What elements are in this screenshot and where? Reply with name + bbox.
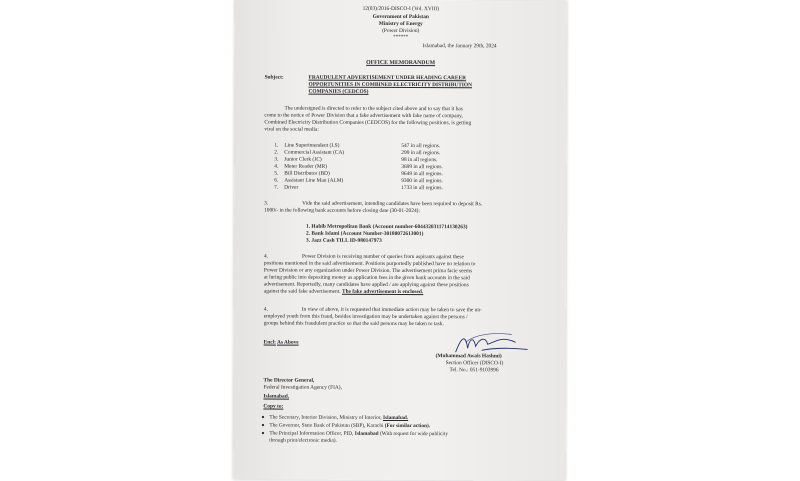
position-row: 2. Commercial Assistant (CA) 299 in all regions. — [274, 149, 441, 157]
para4-number: 4. — [263, 253, 268, 260]
bank-account-3: 3. Jazz Cash TILL ID-980147973 — [305, 237, 382, 244]
stars-line: ****** — [393, 34, 409, 41]
memo-date: Islamabad, the January 29th, 2024 — [422, 43, 497, 50]
copy-to-label: Copy to: — [263, 403, 284, 410]
subject-label: Subject: — [264, 74, 284, 81]
para3-line-1: Vide the said advertisement, intending candidates have been required to deposit Rs. — [302, 200, 483, 208]
memo-document — [233, 0, 567, 481]
para5-number: 4. — [263, 306, 268, 313]
para3-line-2: 1000/- in the following bank accounts before closing date (30-01-2024): — [264, 207, 420, 215]
ministry-line: Ministry of Energy — [378, 20, 423, 28]
addressee-line-1: The Director General, — [263, 377, 315, 384]
bank-account-1: 1. Habib Metropolitan Bank (Account number-6044320311714130263) — [306, 223, 468, 231]
para5-line-1: In view of above, it is requested that immediate action may be taken to save the un- — [301, 306, 482, 314]
signatory-designation: Section Officer (DISCO-I) — [445, 360, 504, 367]
para1-line-1: The undersigned is directed to refer to the subject cited above and to say that it has — [284, 105, 463, 113]
position-row: 3. Junior Clerk (JC) 98 in all regions. — [274, 156, 438, 164]
addressee-line-2: Federal Investigation Agency (FIA), — [263, 384, 342, 391]
copy-item: ● The Governor, State Bank of Pakistan (SBP), Karachi (For similar action). — [261, 422, 431, 430]
enclosure-label: Encl: As Above — [263, 339, 299, 346]
para1-line-3: Combined Electricity Distribution Companies (CEDCOS) for the following positions, is getting — [264, 119, 472, 127]
position-row: 4. Meter Reader (MR) 3699 in all regions. — [274, 163, 443, 171]
subject-line-3: COMPANIES (CEDCOS) — [308, 88, 369, 95]
para5-line-3: groups behind this fraudulent practice so that the said persons may be taken to task. — [263, 320, 444, 328]
copy-item: ● The Secretary, Interior Division, Ministry of Interior, Islamabad. — [261, 414, 409, 422]
addressee-line-3: Islamabad. — [263, 393, 290, 400]
para1-line-2: come to the notice of Power Division that a fake advertisement with fake name of company, — [264, 112, 463, 120]
para4-line-4: at luring public into depositing money as application fees in the given bank accounts in the said — [263, 274, 470, 282]
subject-line-1: FRAUDULENT ADVERTISEMENT UNDER HEADING CAREER — [308, 74, 467, 82]
para4-line-1: Power Division is receiving number of queries from aspirants against these — [301, 253, 464, 261]
position-row: 1. Line Superintendent (LS) 547 in all regions. — [274, 142, 441, 150]
para4-line-3: Power Division or any organization under Power Division. The advertisement prima facie seems — [263, 267, 473, 275]
signatory-tel: Tel. No.: 051-9103996 — [449, 367, 499, 374]
para4-line-6: against the said fake advertisement. The fake advertisement is enclosed. — [263, 288, 424, 296]
position-row: 6. Assistant Line Man (ALM) 9300 in all regions. — [274, 177, 443, 185]
para5-line-2: employed youth from this fraud, besides investigation may be undertaken against the persons / — [263, 313, 468, 321]
enclosure-note: The fake advertisement is enclosed. — [341, 288, 424, 296]
signatory-name: (Muhammad Awais Hashmi) — [435, 353, 502, 360]
position-row: 5. Bill Distributor (BD) 9649 in all regions. — [274, 170, 443, 178]
file-number: 12(03)/2016-DISCO-I (Vol. XVIII) — [362, 5, 440, 13]
subject-line-2: OPPORTUNITIES IN COMBINED ELECTRICITY DISTRIBUTION — [308, 81, 473, 89]
government-line: Government of Pakistan — [372, 13, 429, 21]
position-row: 7. Driver 1733 in all regions. — [274, 184, 443, 192]
copy-item: ● The Principal Information Officer, PID, Islamabad (With request for wide publicity — [261, 430, 449, 438]
bank-account-2: 2. Bank Islami (Account Number-30180072613001) — [306, 230, 424, 238]
memo-title: OFFICE MEMORANDUM — [366, 59, 436, 67]
para1-line-4: viral on the social media: — [264, 126, 319, 133]
para4-line-5: advertisement. Reportedly, many candidates have applied / are applying against these positions — [263, 281, 469, 289]
division-line: (Power Division) — [382, 27, 420, 35]
para4-line-2: positions mentioned in the said advertisement. Positions purportedly published have no relation to — [263, 260, 476, 268]
copy-item-continuation: through print/electronic media). — [269, 437, 337, 444]
para3-number: 3. — [264, 200, 269, 207]
